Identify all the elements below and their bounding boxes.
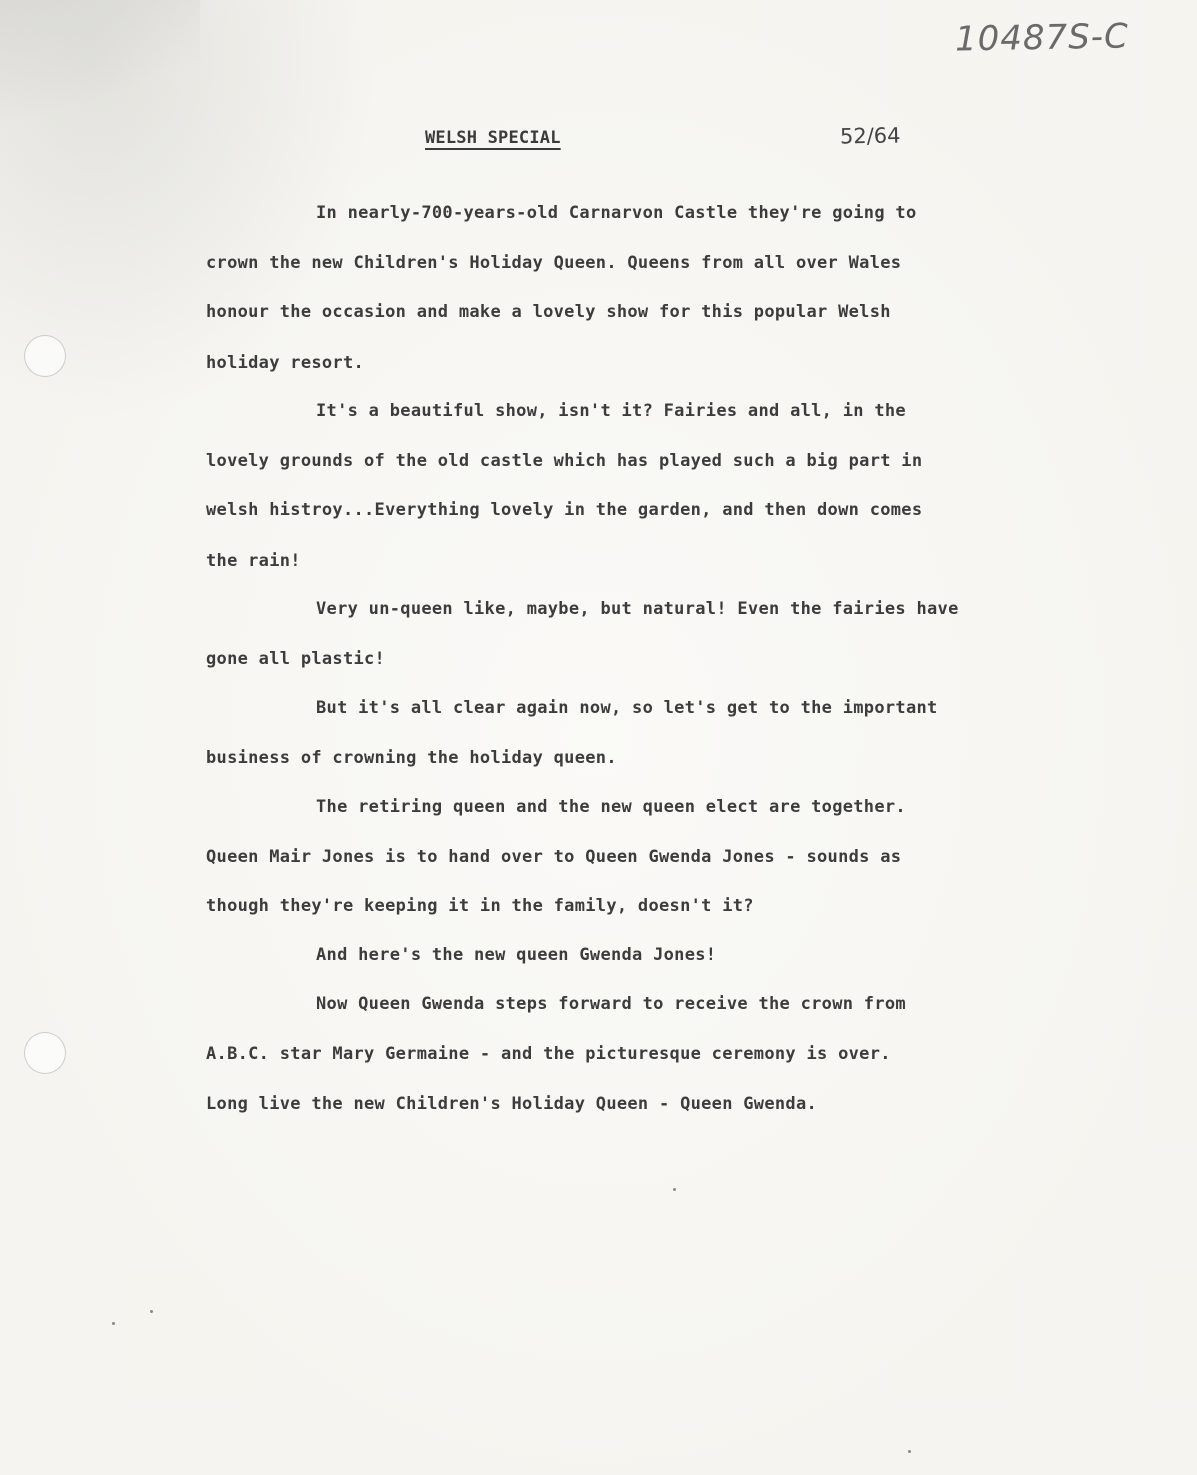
text-line: business of crowning the holiday queen. [206,748,617,768]
text-line: welsh histroy...Everything lovely in the garden, and then down comes [206,500,923,520]
text-line: the rain! [206,551,301,571]
text-line: Queen Mair Jones is to hand over to Queen Gwenda Jones - sounds as [206,847,902,867]
text-line: Now Queen Gwenda steps forward to receive the crown from [316,994,906,1014]
text-line: Long live the new Children's Holiday Queen - Queen Gwenda. [206,1094,818,1114]
punch-hole-upper [24,335,66,377]
paper-speck [908,1450,911,1453]
text-line: But it's all clear again now, so let's get to the important [316,698,938,718]
text-line: A.B.C. star Mary Germaine - and the picturesque ceremony is over. [206,1044,891,1064]
text-line: And here's the new queen Gwenda Jones! [316,945,717,965]
text-line: holiday resort. [206,353,365,373]
punch-hole-lower [24,1032,66,1074]
text-line: In nearly-700-years-old Carnarvon Castle they're going to [316,203,917,223]
text-line: crown the new Children's Holiday Queen. Queens from all over Wales [206,253,902,273]
text-line: honour the occasion and make a lovely show for this popular Welsh [206,302,891,322]
document-title: WELSH SPECIAL [425,128,561,148]
text-line: The retiring queen and the new queen elect are together. [316,797,906,817]
text-line: gone all plastic! [206,649,386,669]
paper-speck [112,1322,115,1325]
text-line: Very un-queen like, maybe, but natural! Even the fairies have [316,599,959,619]
paper-speck [150,1310,153,1313]
text-line: lovely grounds of the old castle which has played such a big part in [206,451,923,471]
paper-speck [673,1188,676,1191]
reference-number: 10487S-C [954,16,1130,60]
page-number: 52/64 [839,123,901,149]
text-line: though they're keeping it in the family, doesn't it? [206,896,754,916]
text-line: It's a beautiful show, isn't it? Fairies and all, in the [316,401,906,421]
paper-stain [0,0,200,120]
